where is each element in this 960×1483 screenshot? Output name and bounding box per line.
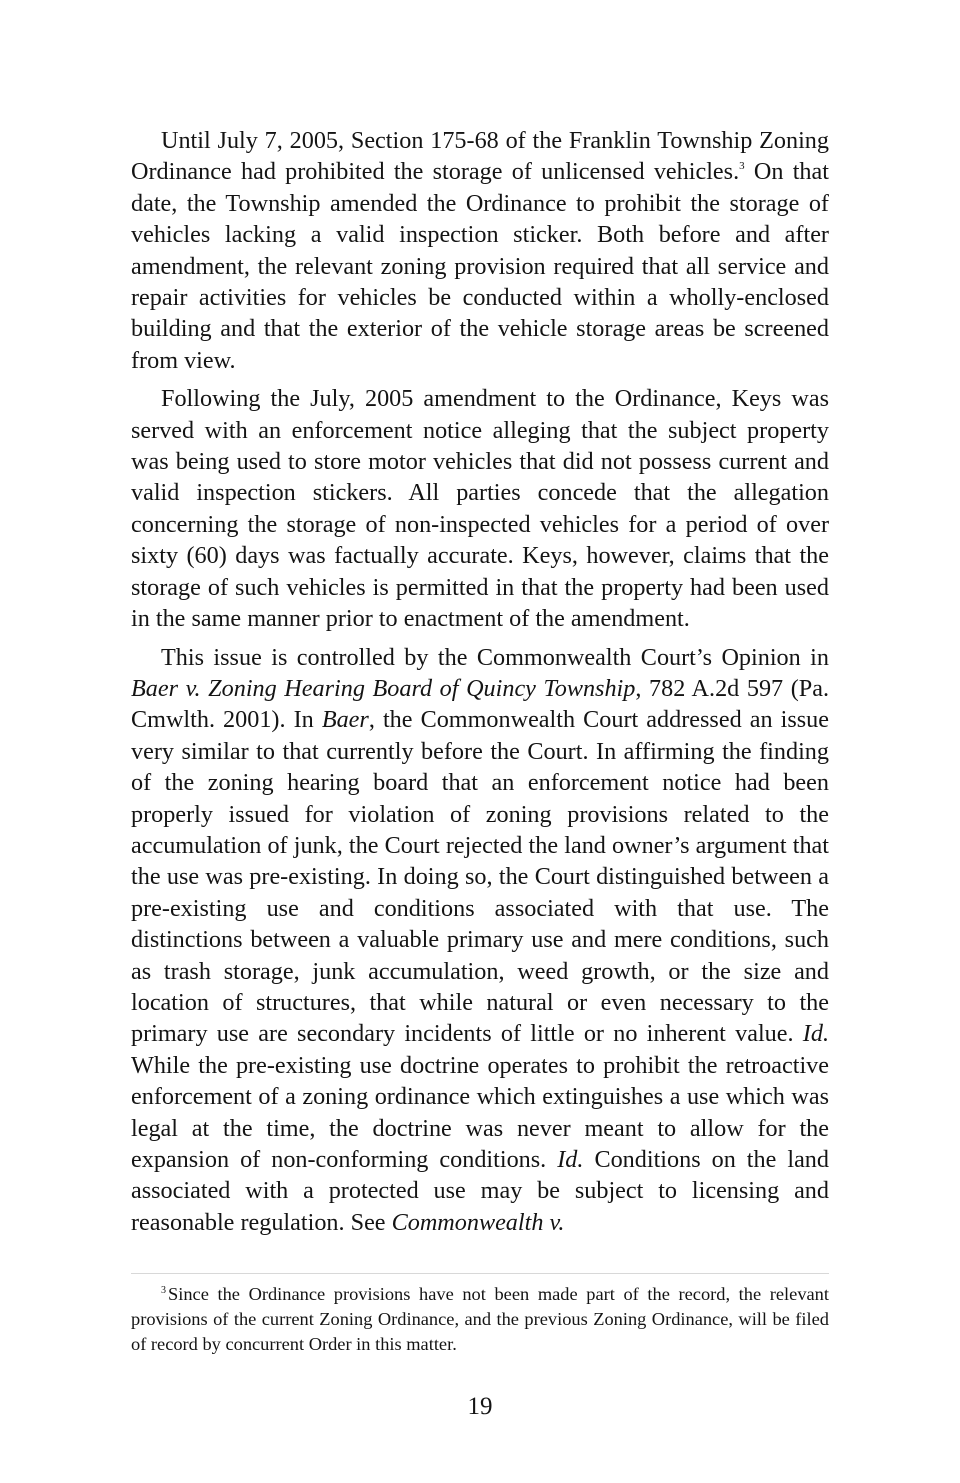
paragraph-3-text-3: , the Commonwealth Court addressed an issue very similar to that currently before the Court. In affirming the finding of the zoning hearing board that an enforcement notice had been properly issued for violation of zoning provisions related to the accumulation of junk, the Court rejected the land owner’s argument that the use was pre-existing. In doing so, the Court distinguished between a pre-existing use and conditions associated with that use. The distinctions between a valuable primary use and mere conditions, such as trash storage, junk accumulation, weed growth, or the size and location of structures, that while natural or even necessary to the primary use are secondary incidents of little or no inherent value. [131, 706, 829, 1048]
page-body [131, 125, 829, 1245]
paragraph-3 [131, 642, 829, 1239]
paragraph-3-text-2: , 782 A.2d 597 (Pa. Cmwlth. 2001). In [131, 674, 830, 734]
case-citation-commonwealth: Commonwealth v. [391, 1208, 565, 1236]
case-citation-baer: Baer v. Zoning Hearing Board of Quincy Township [131, 674, 636, 702]
paragraph-3-text-1: This issue is controlled by the Commonwealth Court’s Opinion in [161, 643, 829, 671]
footnote-text: Since the Ordinance provisions have not been made part of the record, the relevant provisions of the current Zoning Ordinance, and the previous Zoning Ordinance, will be filed of record by concurrent Order in this matter. [131, 1284, 829, 1354]
footnote-marker: 3 [161, 1285, 166, 1296]
id-citation-1: Id. [802, 1020, 829, 1048]
paragraph-3-text-5: Conditions on the land associated with a protected use may be subject to licensing and reasonable regulation. See [131, 1146, 829, 1236]
paragraph-1 [131, 125, 829, 376]
paragraph-3-text-4: While the pre-existing use doctrine operates to prohibit the retroactive enforcement of a zoning ordinance which extinguishes a use which was legal at the time, the doctrine was never meant to allow for the expansion of non-conforming conditions. [131, 1051, 829, 1173]
paragraph-2 [131, 383, 829, 634]
case-short-citation-baer: Baer [321, 706, 369, 734]
id-citation-2: Id. [557, 1146, 584, 1173]
paragraph-1-continuation: On that date, the Township amended the Ordinance to prohibit the storage of vehicles lacking a valid inspection sticker. Both before and after amendment, the relevant zoning provision required that all service and repair activities for vehicles be conducted within a wholly-enclosed building and that the exterior of the vehicle storage areas be screened from view. [131, 158, 829, 374]
footnote-reference[interactable]: 3 [739, 160, 745, 173]
paragraph-1-text: Until July 7, 2005, Section 175-68 of the Franklin Township Zoning Ordinance had prohibited the storage of unlicensed vehicles. [131, 127, 829, 186]
page-number: 19 [467, 1393, 493, 1420]
footnote [131, 1282, 829, 1357]
footnote-divider [131, 1273, 829, 1274]
paragraph-2-text: Following the July, 2005 amendment to the Ordinance, Keys was served with an enforcement notice alleging that the subject property was being used to store motor vehicles that did not possess current and valid inspection stickers. All parties concede that the allegation concerning the storage of non-inspected vehicles for a period of over sixty (60) days was factually accurate. Keys, however, claims that the storage of such vehicles is permitted in that the property had been used in the same manner prior to enactment of the amendment. [131, 385, 829, 633]
